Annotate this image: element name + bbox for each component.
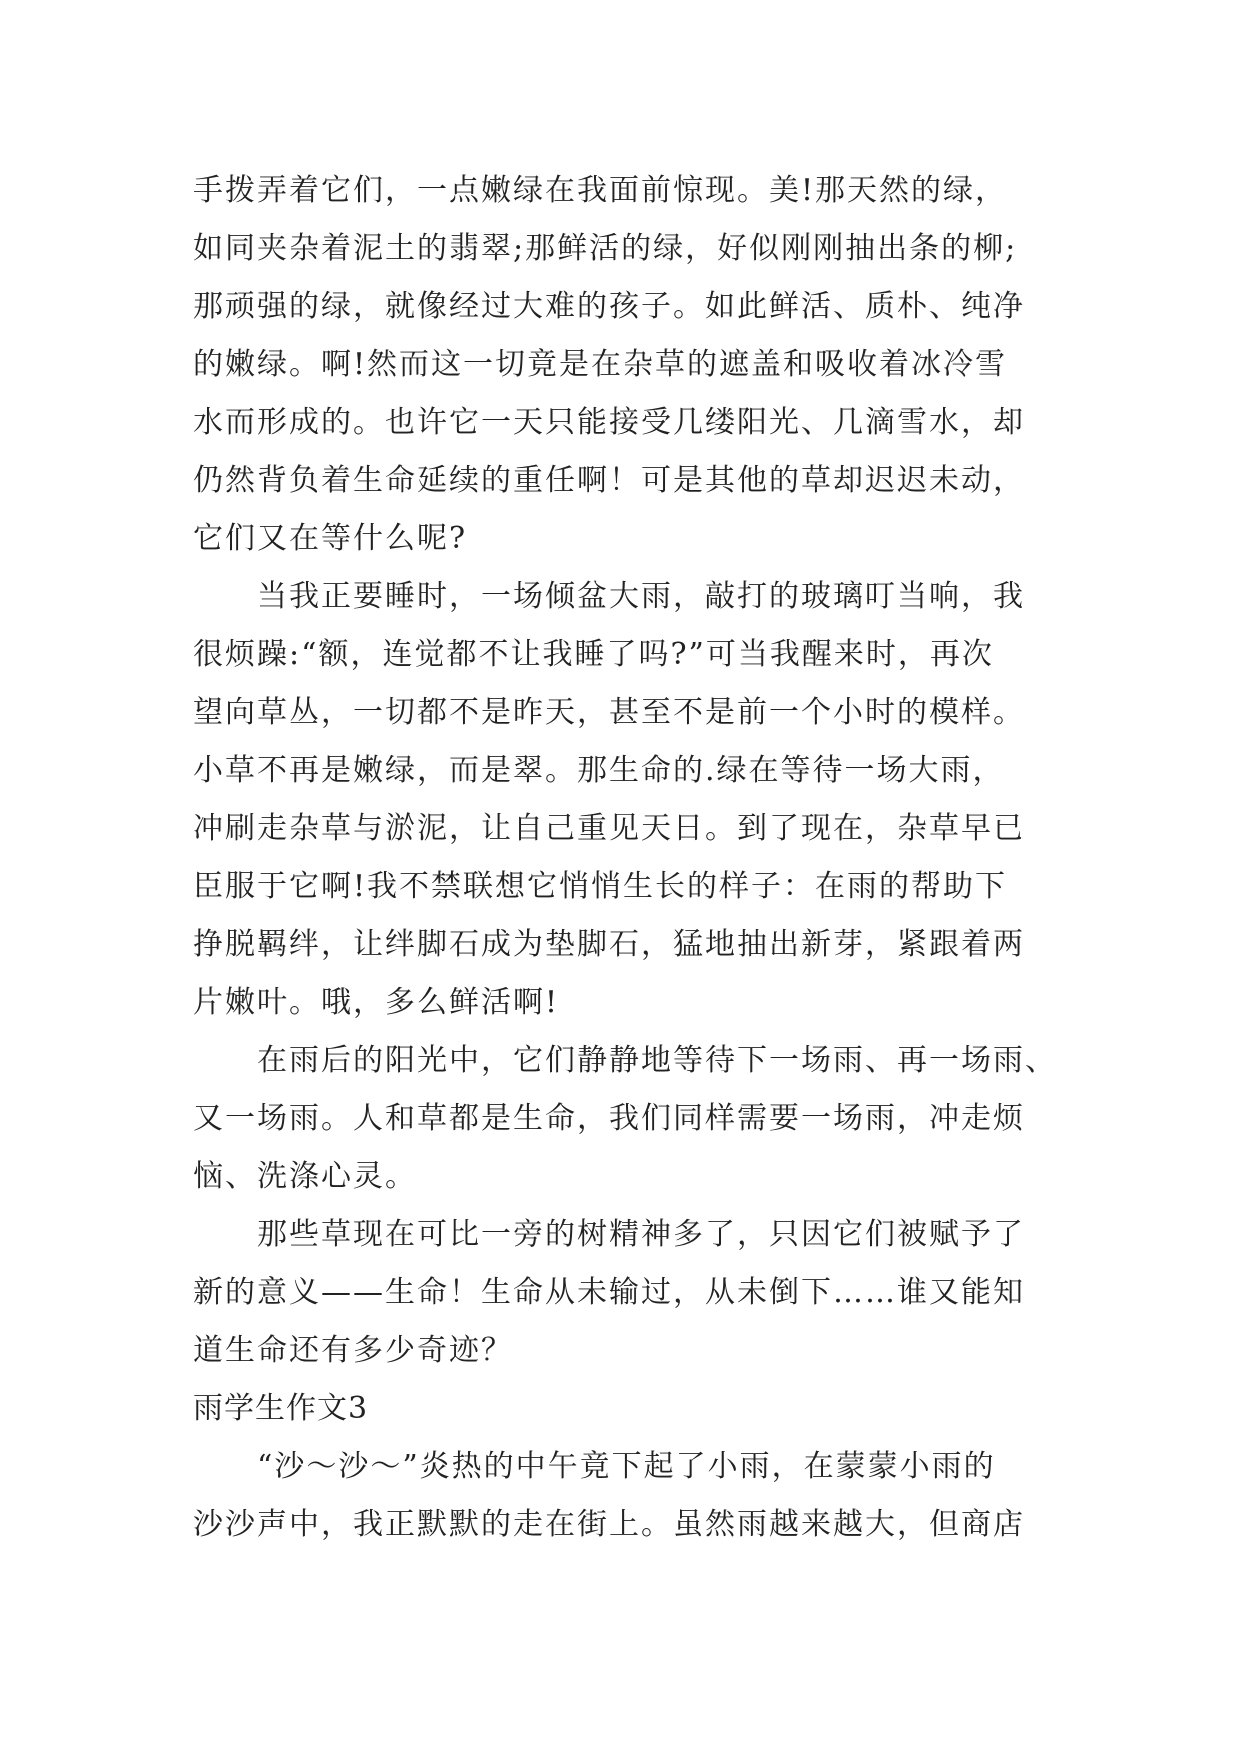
text-line: 手拨弄着它们，一点嫩绿在我面前惊现。美!那天然的绿，	[193, 173, 1008, 208]
text-line: 水而形成的。也许它一天只能接受几缕阳光、几滴雪水，却	[193, 405, 1025, 440]
text-line: 仍然背负着生命延续的重任啊！可是其他的草却迟迟未动，	[193, 463, 1025, 498]
text-line: 又一场雨。人和草都是生命，我们同样需要一场雨，冲走烦	[193, 1101, 1025, 1136]
text-line: 恼、洗涤心灵。	[193, 1159, 417, 1194]
paragraph-start-line: 在雨后的阳光中，它们静静地等待下一场雨、再一场雨、	[257, 1043, 1057, 1078]
text-line: 挣脱羁绊，让绊脚石成为垫脚石，猛地抽出新芽，紧跟着两	[193, 927, 1025, 962]
text-line: 望向草丛，一切都不是昨天，甚至不是前一个小时的模样。	[193, 695, 1025, 730]
paragraph-start-line: “沙～沙～”炎热的中午竟下起了小雨，在蒙蒙小雨的	[257, 1449, 996, 1484]
text-line: 的嫩绿。啊!然而这一切竟是在杂草的遮盖和吸收着冰冷雪	[193, 347, 1008, 382]
text-line: 臣服于它啊!我不禁联想它悄悄生长的样子：在雨的帮助下	[193, 869, 1008, 904]
text-line: 沙沙声中，我正默默的走在街上。虽然雨越来越大，但商店	[193, 1507, 1025, 1542]
text-line: 片嫩叶。哦，多么鲜活啊!	[193, 985, 560, 1020]
text-line: 冲刷走杂草与淤泥，让自己重见天日。到了现在，杂草早已	[193, 811, 1025, 846]
text-line: 那顽强的绿，就像经过大难的孩子。如此鲜活、质朴、纯净	[193, 289, 1025, 324]
document-body	[193, 162, 1073, 1554]
text-line: 小草不再是嫩绿，而是翠。那生命的.绿在等待一场大雨，	[193, 753, 1005, 788]
text-line: 很烦躁:“额，连觉都不让我睡了吗?”可当我醒来时，再次	[193, 637, 994, 672]
paragraph-start-line: 当我正要睡时，一场倾盆大雨，敲打的玻璃叮当响，我	[257, 579, 1025, 614]
paragraph-start-line: 那些草现在可比一旁的树精神多了，只因它们被赋予了	[257, 1217, 1025, 1252]
text-line: 新的意义——生命！生命从未输过，从未倒下……谁又能知	[193, 1275, 1025, 1310]
section-heading: 雨学生作文3	[193, 1391, 369, 1426]
text-line: 它们又在等什么呢?	[193, 521, 468, 556]
text-line: 如同夹杂着泥土的翡翠;那鲜活的绿，好似刚刚抽出条的柳;	[193, 231, 1018, 266]
text-line: 道生命还有多少奇迹？	[193, 1333, 513, 1368]
